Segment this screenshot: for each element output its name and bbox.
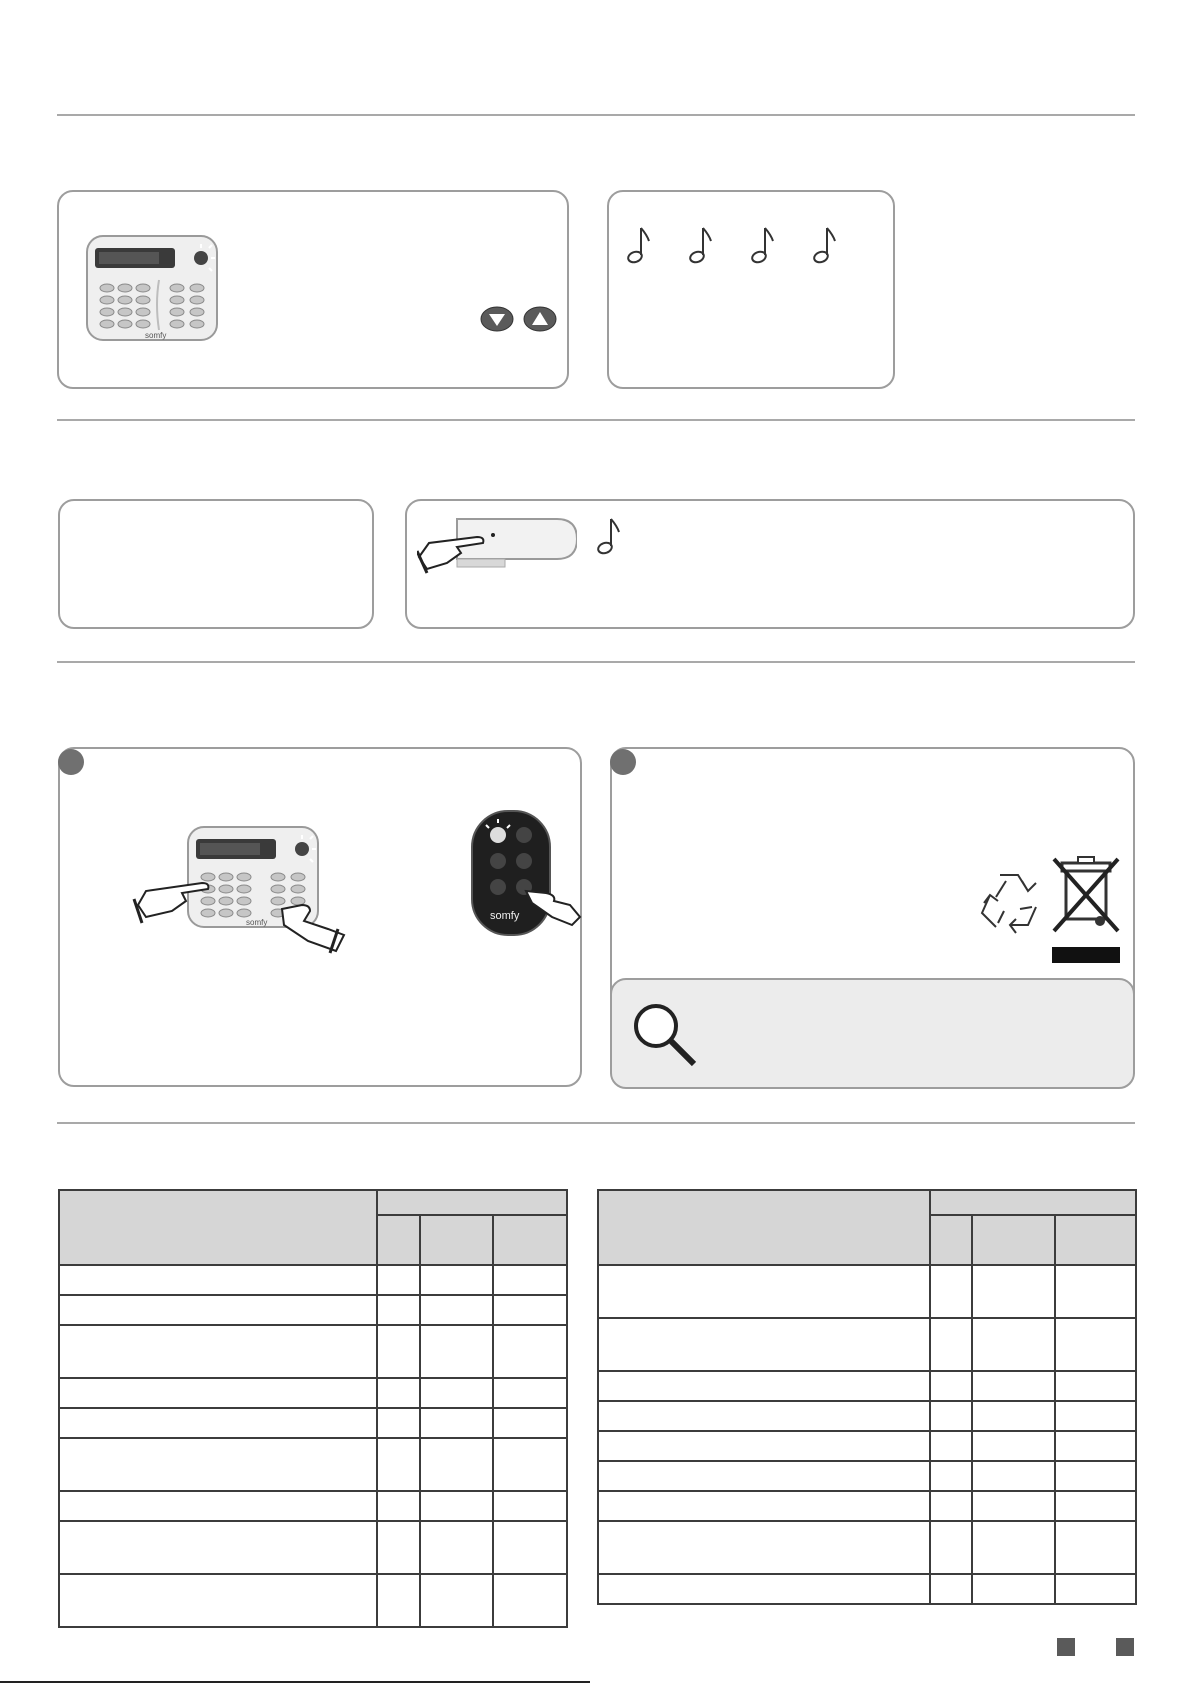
table-row: [598, 1461, 1136, 1491]
table-header-cell: [972, 1215, 1055, 1265]
info-panel-empty: [58, 499, 374, 629]
table-row: [59, 1295, 567, 1325]
table-row: [598, 1265, 1136, 1318]
table-header-cell: [377, 1190, 567, 1215]
bottom-edge-line: [0, 1681, 590, 1683]
keypad-illustration-icon: [85, 234, 221, 344]
info-tip-panel: [610, 978, 1135, 1089]
music-note-icon: [689, 225, 715, 265]
music-note-icon: [627, 225, 653, 265]
table-row: [59, 1574, 567, 1627]
table-row: [598, 1401, 1136, 1431]
disposal-panel: [610, 747, 1135, 1087]
step-badge-2: [610, 749, 636, 775]
table-header-cell: [930, 1190, 1136, 1215]
svg-text:somfy: somfy: [145, 331, 167, 340]
table-header-cell: [420, 1215, 493, 1265]
table-header-row: [59, 1190, 567, 1215]
music-note-icon: [751, 225, 777, 265]
keypad-panel: [57, 190, 569, 389]
table-row: [59, 1408, 567, 1438]
table-row: [59, 1521, 567, 1574]
table-header-row: [598, 1190, 1136, 1215]
footer-page-marker-right: [1116, 1638, 1134, 1656]
down-arrow-button-icon: [480, 306, 514, 332]
music-note-icon: [597, 516, 623, 556]
section-divider-4: [57, 1122, 1135, 1124]
table-row: [598, 1371, 1136, 1401]
table-header-cell: [377, 1215, 420, 1265]
section-divider-2: [57, 419, 1135, 421]
table-row: [598, 1491, 1136, 1521]
table-row: [598, 1318, 1136, 1371]
beep-panel: [607, 190, 895, 389]
weee-black-bar: [1052, 947, 1120, 963]
keypad-illustration-icon: [132, 825, 372, 955]
detector-panel: [405, 499, 1135, 629]
footer-page-marker-left: [1057, 1638, 1075, 1656]
table-row: [59, 1325, 567, 1378]
table-header-cell: [598, 1190, 930, 1265]
table-row: [598, 1431, 1136, 1461]
remote-control-icon: [462, 809, 582, 939]
music-note-icon: [813, 225, 839, 265]
table-row: [59, 1265, 567, 1295]
table-row: [59, 1491, 567, 1521]
svg-text:somfy: somfy: [246, 918, 268, 927]
table-header-cell: [930, 1215, 972, 1265]
recycle-icon: [970, 867, 1048, 945]
table-header-cell: [493, 1215, 567, 1265]
section-divider-3: [57, 661, 1135, 663]
spec-table-right: [597, 1189, 1137, 1605]
table-header-cell: [1055, 1215, 1136, 1265]
test-panel-left: [58, 747, 582, 1087]
step-badge-1: [58, 749, 84, 775]
table-row: [59, 1438, 567, 1491]
spec-table-left: [58, 1189, 568, 1628]
crossed-out-wheelie-bin-icon: [1050, 855, 1122, 935]
table-row: [598, 1521, 1136, 1574]
section-divider-1: [57, 114, 1135, 116]
hand-pressing-detector-icon: [417, 513, 577, 583]
magnifying-glass-icon: [630, 1000, 700, 1070]
svg-text:somfy: somfy: [490, 910, 520, 922]
table-header-cell: [59, 1190, 377, 1265]
table-row: [598, 1574, 1136, 1604]
table-row: [59, 1378, 567, 1408]
up-arrow-button-icon: [523, 306, 557, 332]
